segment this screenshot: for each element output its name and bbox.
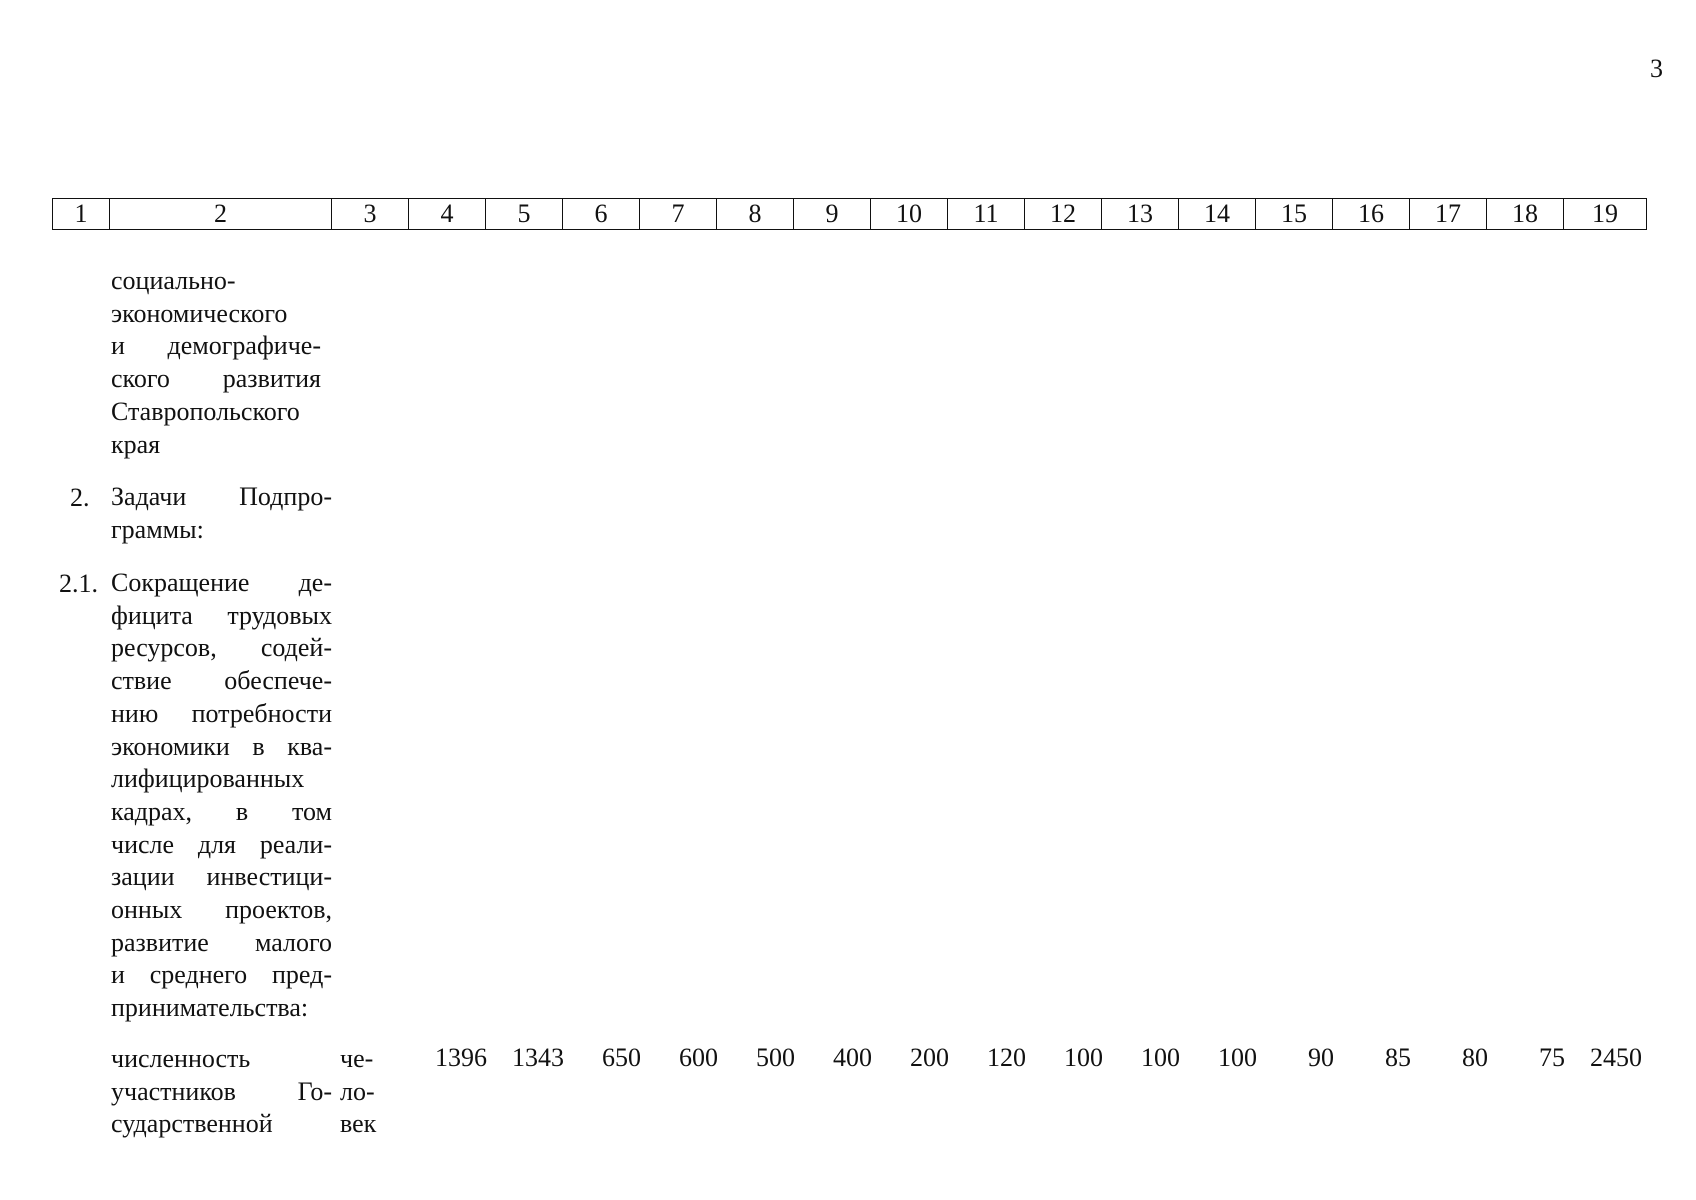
text-line: кадрах, в том (111, 796, 332, 826)
text-line: экономики в ква- (111, 731, 332, 761)
section-2-text (111, 481, 332, 546)
text-line: принимательства: (111, 993, 309, 1023)
column-header-7: 7 (640, 199, 717, 230)
indicator-value-col17: 80 (1462, 1043, 1488, 1072)
indicator-value-col14: 100 (1218, 1043, 1257, 1072)
column-header-5: 5 (486, 199, 563, 230)
column-header-12: 12 (1025, 199, 1102, 230)
column-header-6: 6 (563, 199, 640, 230)
text-line: лифицированных (111, 764, 305, 794)
text-line: численность (111, 1044, 251, 1073)
indicator-value-col12: 100 (1064, 1043, 1103, 1072)
indicator-value-col5: 1343 (512, 1043, 564, 1072)
text-line: экономического (111, 298, 288, 328)
column-header-3: 3 (332, 199, 409, 230)
indicator-value-col9: 400 (833, 1043, 872, 1072)
column-header-13: 13 (1102, 199, 1179, 230)
text-line: зации инвестици- (111, 862, 332, 892)
column-header-10: 10 (871, 199, 948, 230)
text-line: участников Го- (111, 1076, 332, 1106)
text-line: онных проектов, (111, 895, 332, 925)
text-line: социально- (111, 266, 236, 295)
column-header-9: 9 (794, 199, 871, 230)
text-line: края (111, 429, 161, 459)
text-line: и среднего пред- (111, 960, 332, 990)
column-header-19: 19 (1564, 199, 1647, 230)
indicator-value-col8: 500 (756, 1043, 795, 1072)
column-header-8: 8 (717, 199, 794, 230)
text-line: ствие обеспече- (111, 666, 332, 696)
text-line: и демографиче- (111, 331, 321, 361)
text-line: ского развития (111, 364, 321, 394)
column-header-1: 1 (53, 199, 110, 230)
indicator-unit (340, 1043, 390, 1141)
section-2-number: 2. (70, 483, 90, 512)
text-line: фицита трудовых (111, 600, 332, 630)
indicator-value-col13: 100 (1141, 1043, 1180, 1072)
text-line: ло- (340, 1076, 375, 1106)
section-2-1-text (111, 567, 332, 1025)
text-line: граммы: (111, 514, 204, 544)
indicator-value-col7: 600 (679, 1043, 718, 1072)
indicator-value-col16: 85 (1385, 1043, 1411, 1072)
column-header-11: 11 (948, 199, 1025, 230)
text-line: нию потребности (111, 698, 332, 728)
text-line: ресурсов, содей- (111, 633, 332, 663)
column-header-15: 15 (1256, 199, 1333, 230)
text-line: век (340, 1109, 377, 1139)
text-line: числе для реали- (111, 829, 332, 859)
indicator-name (111, 1043, 332, 1141)
intro-text (111, 265, 321, 461)
indicator-value-col11: 120 (987, 1043, 1026, 1072)
indicator-value-col6: 650 (602, 1043, 641, 1072)
indicator-value-col15: 90 (1308, 1043, 1334, 1072)
column-header-4: 4 (409, 199, 486, 230)
column-header-18: 18 (1487, 199, 1564, 230)
column-header-17: 17 (1410, 199, 1487, 230)
indicator-value-col4: 1396 (435, 1043, 487, 1072)
column-header-14: 14 (1179, 199, 1256, 230)
text-line: Задачи Подпро- (111, 482, 332, 511)
indicator-value-col19: 2450 (1590, 1043, 1642, 1072)
text-line: Сокращение де- (111, 568, 332, 597)
text-line: развитие малого (111, 927, 332, 957)
text-line: че- (340, 1044, 374, 1073)
text-line: Ставропольского (111, 396, 300, 426)
column-header-2: 2 (110, 199, 332, 230)
section-2-1-number: 2.1. (59, 569, 98, 598)
column-number-header (52, 198, 1647, 230)
text-line: сударственной (111, 1109, 273, 1139)
column-header-16: 16 (1333, 199, 1410, 230)
page-number: 3 (1650, 54, 1663, 83)
indicator-value-col18: 75 (1539, 1043, 1565, 1072)
indicator-value-col10: 200 (910, 1043, 949, 1072)
